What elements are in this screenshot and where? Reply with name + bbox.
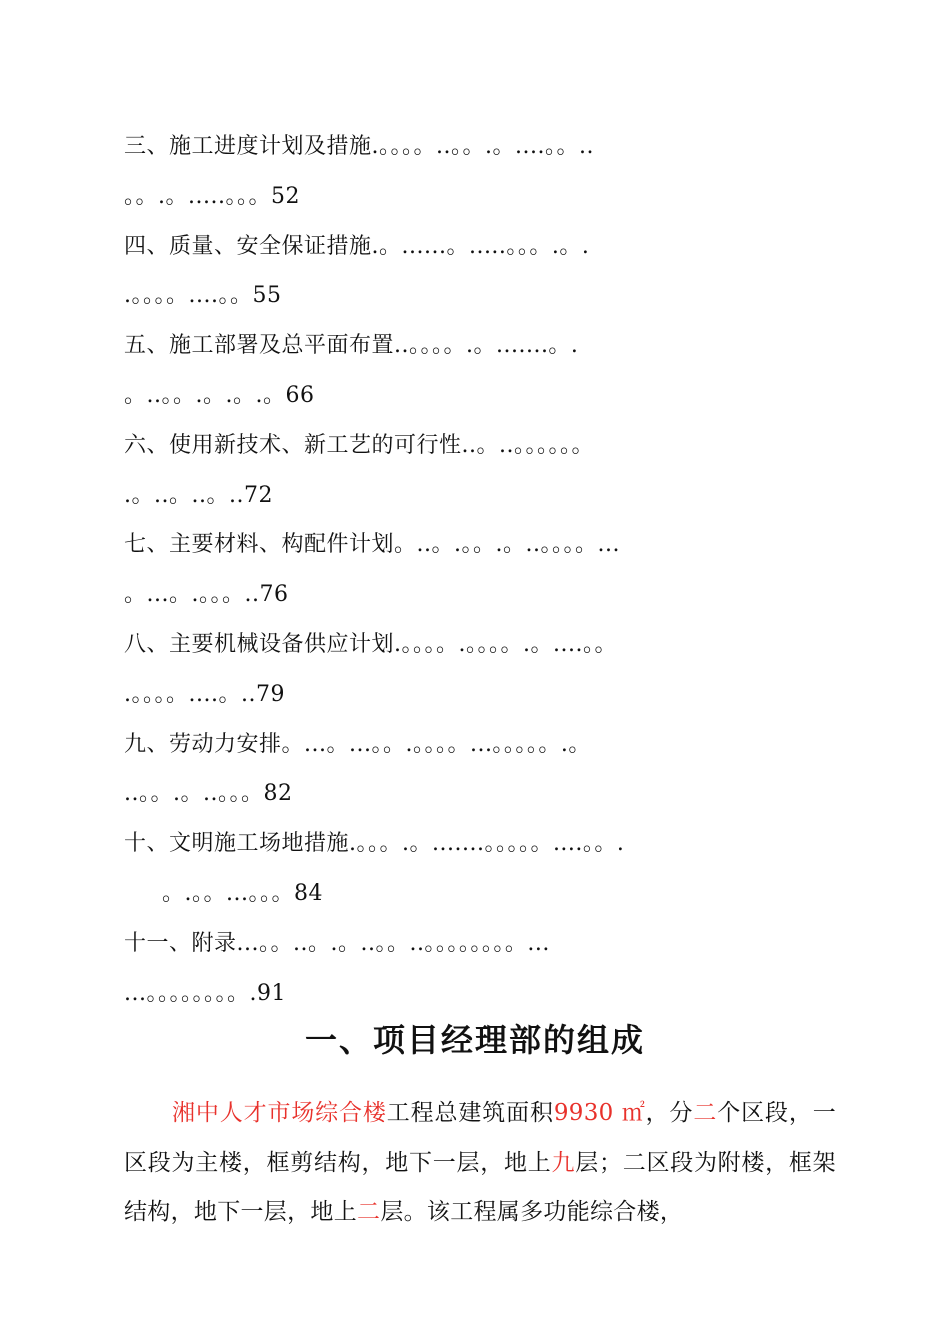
toc-entry-11-page[interactable]: ...。。。。。。。。.91 xyxy=(124,980,286,1006)
annex-building-floors: 二 xyxy=(357,1199,381,1225)
paragraph-text-3: 个区段，一区段为主楼，框剪结构，地下一层，地上 xyxy=(124,1100,836,1176)
toc-entry-4-page[interactable]: .。。。。....。。55 xyxy=(124,283,282,309)
toc-entry-5-page[interactable]: 。..。。.。.。.。66 xyxy=(124,382,315,408)
toc-entry-9-page[interactable]: ..。。.。..。。。82 xyxy=(124,781,293,807)
main-building-floors: 九 xyxy=(551,1149,576,1176)
paragraph-text-5: 层。该工程属多功能综合楼， xyxy=(380,1199,684,1225)
toc-entry-4[interactable]: 四、质量、安全保证措施.。......。.....。。。.。. xyxy=(124,233,590,259)
building-area: 9930 ㎡ xyxy=(553,1100,646,1126)
paragraph-text-4: 层；二区段为附楼，框架结构，地下一层，地上 xyxy=(124,1149,836,1225)
toc-entry-9[interactable]: 九、劳动力安排。...。...。。.。。。。...。。。。。.。 xyxy=(124,731,591,757)
toc-entry-6[interactable]: 六、使用新技术、新工艺的可行性..。..。。。。。。 xyxy=(124,432,594,458)
section-count: 二 xyxy=(693,1100,718,1126)
paragraph-text-2: ，分 xyxy=(645,1100,694,1126)
toc-entry-8-page[interactable]: .。。。。....。..79 xyxy=(124,681,285,707)
table-of-contents xyxy=(124,122,844,1018)
toc-entry-3[interactable]: 三、施工进度计划及措施.。。。。..。。.。....。。.. xyxy=(124,134,594,159)
paragraph-text-1: 工程总建筑面积 xyxy=(386,1100,554,1126)
project-name: 湘中人才市场综合楼 xyxy=(172,1100,387,1126)
toc-entry-7-page[interactable]: 。...。.。。。..76 xyxy=(124,582,289,608)
toc-entry-6-page[interactable]: .。..。..。..72 xyxy=(124,482,273,508)
toc-entry-3-page[interactable]: 。。.。.....。。。52 xyxy=(124,183,300,209)
toc-entry-7[interactable]: 七、主要材料、构配件计划。..。.。。.。..。。。。... xyxy=(124,532,620,558)
section-heading: 一、项目经理部的组成 xyxy=(304,1021,645,1059)
toc-entry-11[interactable]: 十一、附录...。。..。.。..。。..。。。。。。。。... xyxy=(124,930,550,956)
toc-entry-5[interactable]: 五、施工部署及总平面布置..。。。。.。.......。. xyxy=(124,333,579,359)
toc-entry-8[interactable]: 八、主要机械设备供应计划.。。。。.。。。。.。....。。 xyxy=(124,631,617,657)
toc-entry-10[interactable]: 十、文明施工场地措施.。。。.。.......。。。。。....。。. xyxy=(124,831,625,857)
toc-entry-10-page[interactable]: 。.。。...。。。84 xyxy=(162,880,323,906)
body-paragraph xyxy=(124,1089,836,1238)
